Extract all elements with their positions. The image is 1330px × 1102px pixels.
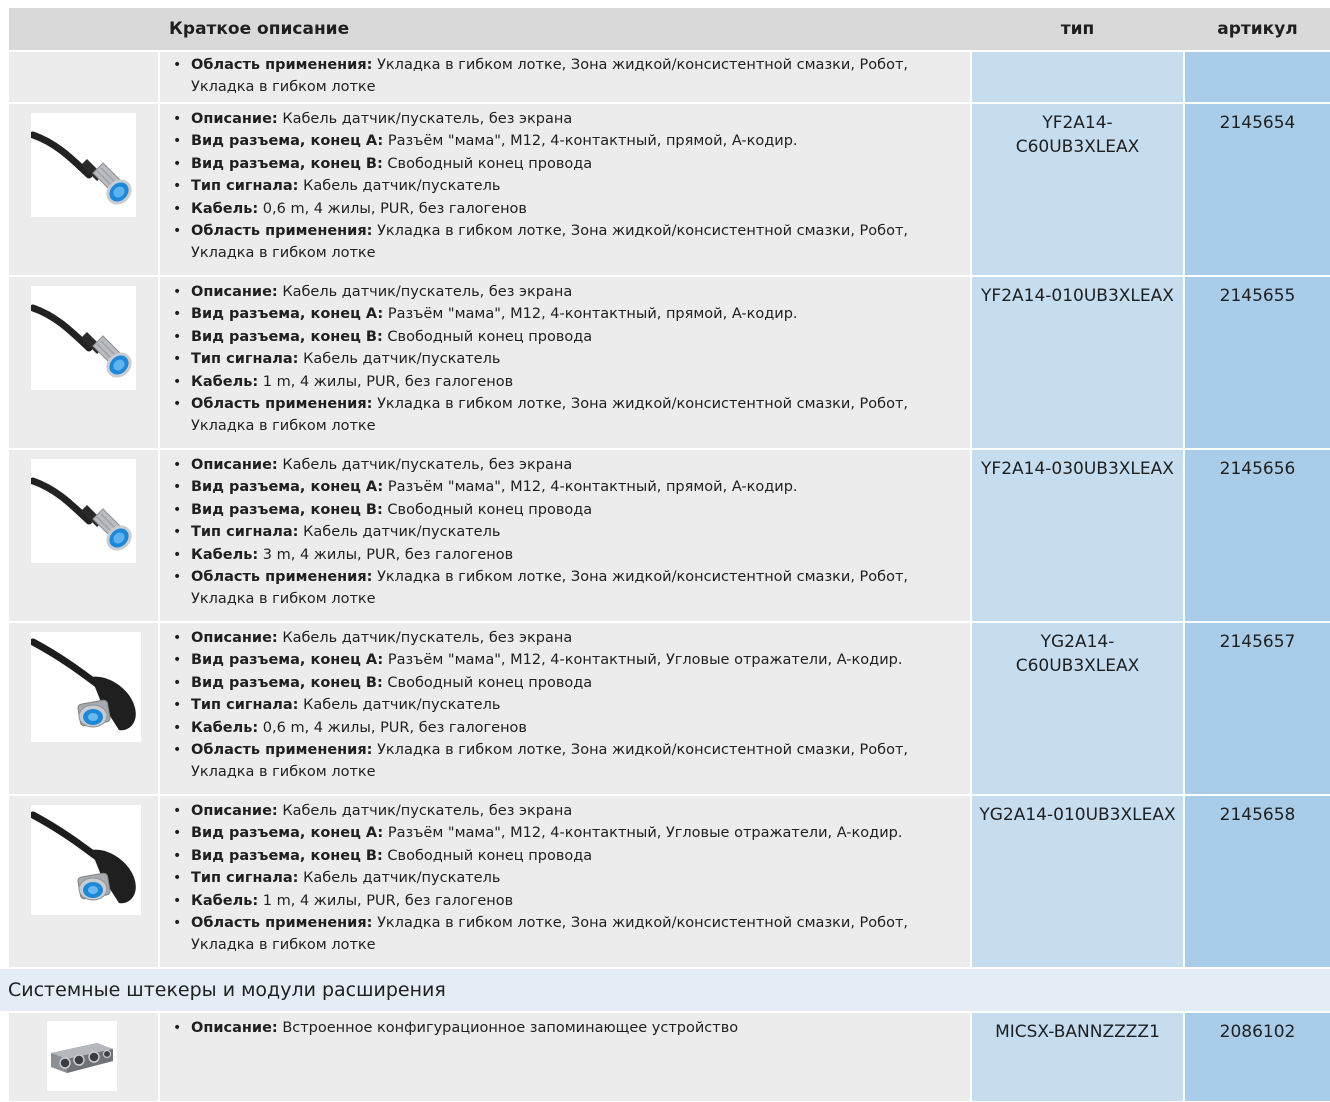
straight-cable-connector-icon — [31, 113, 136, 217]
connector-b-value: Свободный конец провода — [387, 501, 593, 518]
list-item — [170, 130, 960, 152]
connector-a-value: Разъём "мама", M12, 4-контактный, прямой, A-кодир. — [387, 306, 798, 323]
table-row-partial — [9, 52, 1330, 102]
section-title: Системные штекеры и модули расширения — [8, 979, 446, 1001]
application-label: Область применения: — [191, 569, 373, 586]
article-cell[interactable]: 2145657 — [1185, 623, 1330, 794]
cable-value: 1 m, 4 жилы, PUR, без галогенов — [262, 892, 514, 909]
header-description-col — [160, 8, 970, 50]
list-item — [170, 303, 960, 325]
cable-label: Кабель: — [191, 892, 259, 909]
list-item — [170, 499, 960, 521]
table-row — [9, 277, 1330, 448]
description-value: Кабель датчик/пускатель, без экрана — [282, 284, 573, 300]
application-value: Укладка в гибком лотке, Зона жидкой/консистентной смазки, Робот, Укладка в гибком лотке — [191, 742, 909, 781]
image-cell — [9, 796, 158, 967]
list-item — [170, 54, 960, 99]
type-code-line-1: YF2A14- — [1042, 113, 1113, 133]
description-cell — [160, 104, 970, 275]
connector-b-value: Свободный конец провода — [387, 847, 593, 864]
type-cell[interactable] — [972, 277, 1183, 448]
type-cell — [972, 52, 1183, 102]
description-label: Описание: — [191, 284, 278, 300]
cable-label: Кабель: — [191, 546, 259, 563]
description-cell — [160, 450, 970, 621]
connector-a-value: Разъём "мама", M12, 4-контактный, прямой, A-кодир. — [387, 133, 798, 150]
angled-cable-connector-icon — [31, 805, 141, 915]
description-label: Описание: — [191, 1020, 278, 1036]
list-item — [170, 326, 960, 348]
cable-label: Кабель: — [191, 200, 259, 217]
description-value: Кабель датчик/пускатель, без экрана — [282, 457, 573, 473]
list-item — [170, 717, 960, 739]
straight-cable-connector-icon — [31, 459, 136, 563]
type-cell[interactable] — [972, 104, 1183, 275]
image-cell — [9, 104, 158, 275]
connector-b-label: Вид разъема, конец B: — [191, 501, 383, 518]
signal-type-value: Кабель датчик/пускатель — [303, 697, 501, 714]
signal-type-label: Тип сигнала: — [191, 178, 299, 195]
list-item — [170, 108, 960, 130]
article-cell[interactable]: 2145654 — [1185, 104, 1330, 275]
list-item — [170, 800, 960, 822]
list-item — [170, 694, 960, 716]
list-item — [170, 371, 960, 393]
description-label: Описание: — [191, 111, 278, 127]
description-cell — [160, 623, 970, 794]
application-value: Укладка в гибком лотке, Зона жидкой/консистентной смазки, Робот, Укладка в гибком лотке — [191, 915, 909, 954]
connector-a-value: Разъём "мама", M12, 4-контактный, прямой, A-кодир. — [387, 479, 798, 496]
application-label: Область применения: — [191, 57, 373, 73]
connector-a-label: Вид разъема, конец A: — [191, 133, 384, 150]
description-label: Описание: — [191, 630, 278, 646]
list-item — [170, 739, 960, 784]
description-value: Кабель датчик/пускатель, без экрана — [282, 803, 573, 819]
application-label: Область применения: — [191, 915, 373, 932]
table-row — [9, 104, 1330, 275]
header-image-col — [9, 8, 158, 50]
connector-b-value: Свободный конец провода — [387, 674, 593, 691]
type-cell[interactable] — [972, 450, 1183, 621]
application-value: Укладка в гибком лотке, Зона жидкой/консистентной смазки, Робот, Укладка в гибком лотке — [191, 223, 909, 262]
image-cell — [9, 1013, 158, 1101]
list-item — [170, 649, 960, 671]
type-cell[interactable]: MICSX-BANNZZZZ1 — [972, 1013, 1183, 1101]
connector-b-label: Вид разъема, конец B: — [191, 674, 383, 691]
list-item — [170, 281, 960, 303]
connector-b-label: Вид разъема, конец B: — [191, 155, 383, 172]
memory-plug-module-icon — [47, 1021, 117, 1091]
connector-a-label: Вид разъема, конец A: — [191, 652, 384, 669]
signal-type-label: Тип сигнала: — [191, 351, 299, 368]
list-item — [170, 198, 960, 220]
description-cell — [160, 796, 970, 967]
header-description-label: Краткое описание — [169, 19, 350, 39]
type-code-line-1: YG2A14- — [1040, 632, 1115, 652]
header-type-col: тип — [1060, 19, 1095, 39]
list-item — [170, 627, 960, 649]
table-header — [9, 8, 1330, 50]
description-value: Кабель датчик/пускатель, без экрана — [282, 111, 573, 127]
image-cell — [9, 450, 158, 621]
type-code-line-1: YG2A14-010UB3XLEAX — [979, 805, 1176, 825]
connector-b-value: Свободный конец провода — [387, 155, 593, 172]
list-item — [170, 348, 960, 370]
article-cell[interactable]: 2145658 — [1185, 796, 1330, 967]
list-item — [170, 672, 960, 694]
cable-value: 0,6 m, 4 жилы, PUR, без галогенов — [262, 719, 527, 736]
signal-type-label: Тип сигнала: — [191, 697, 299, 714]
section-header — [0, 969, 1330, 1011]
table-row — [9, 796, 1330, 967]
description-label: Описание: — [191, 457, 278, 473]
description-cell — [160, 277, 970, 448]
article-cell — [1185, 52, 1330, 102]
connector-a-label: Вид разъема, конец A: — [191, 306, 384, 323]
list-item — [170, 822, 960, 844]
article-cell[interactable]: 2145655 — [1185, 277, 1330, 448]
list-item — [170, 912, 960, 957]
straight-cable-connector-icon — [31, 286, 136, 390]
application-label: Область применения: — [191, 742, 373, 759]
description-label: Описание: — [191, 803, 278, 819]
table-row — [9, 450, 1330, 621]
list-item — [170, 454, 960, 476]
application-value: Укладка в гибком лотке, Зона жидкой/консистентной смазки, Робот, Укладка в гибком лотке — [191, 57, 909, 96]
article-cell[interactable]: 2086102 — [1185, 1013, 1330, 1101]
type-code-line-2: C60UB3XLEAX — [1015, 656, 1140, 676]
table-row — [9, 1013, 1330, 1101]
header-article-col: артикул — [1217, 19, 1298, 39]
table-row — [9, 623, 1330, 794]
list-item — [170, 845, 960, 867]
list-item — [170, 476, 960, 498]
application-label: Область применения: — [191, 396, 373, 413]
connector-b-label: Вид разъема, конец B: — [191, 328, 383, 345]
description-value: Кабель датчик/пускатель, без экрана — [282, 630, 573, 646]
signal-type-value: Кабель датчик/пускатель — [303, 351, 501, 368]
description-cell — [160, 1013, 970, 1101]
connector-a-label: Вид разъема, конец A: — [191, 479, 384, 496]
type-cell[interactable] — [972, 623, 1183, 794]
cable-value: 3 m, 4 жилы, PUR, без галогенов — [262, 546, 514, 563]
image-cell — [9, 277, 158, 448]
signal-type-value: Кабель датчик/пускатель — [303, 870, 501, 887]
list-item — [170, 175, 960, 197]
connector-b-value: Свободный конец провода — [387, 328, 593, 345]
list-item — [170, 544, 960, 566]
signal-type-value: Кабель датчик/пускатель — [303, 524, 501, 541]
signal-type-value: Кабель датчик/пускатель — [303, 178, 501, 195]
list-item — [170, 521, 960, 543]
description-cell — [160, 52, 970, 102]
connector-a-label: Вид разъема, конец A: — [191, 825, 384, 842]
list-item — [170, 566, 960, 611]
cable-label: Кабель: — [191, 373, 259, 390]
connector-a-value: Разъём "мама", M12, 4-контактный, Угловые отражатели, A-кодир. — [387, 652, 903, 669]
image-cell — [9, 623, 158, 794]
list-item — [170, 867, 960, 889]
type-code-line-2: C60UB3XLEAX — [1015, 137, 1140, 157]
list-item — [170, 1017, 960, 1039]
cable-value: 0,6 m, 4 жилы, PUR, без галогенов — [262, 200, 527, 217]
type-code-line-1: YF2A14-010UB3XLEAX — [981, 286, 1174, 306]
application-value: Укладка в гибком лотке, Зона жидкой/консистентной смазки, Робот, Укладка в гибком лотке — [191, 396, 909, 435]
type-cell[interactable] — [972, 796, 1183, 967]
signal-type-label: Тип сигнала: — [191, 870, 299, 887]
article-cell[interactable]: 2145656 — [1185, 450, 1330, 621]
connector-b-label: Вид разъема, конец B: — [191, 847, 383, 864]
product-table — [9, 8, 1330, 1101]
list-item — [170, 393, 960, 438]
application-value: Укладка в гибком лотке, Зона жидкой/консистентной смазки, Робот, Укладка в гибком лотке — [191, 569, 909, 608]
angled-cable-connector-icon — [31, 632, 141, 742]
signal-type-label: Тип сигнала: — [191, 524, 299, 541]
image-cell — [9, 52, 158, 102]
list-item — [170, 220, 960, 265]
cable-value: 1 m, 4 жилы, PUR, без галогенов — [262, 373, 514, 390]
type-code-line-1: YF2A14-030UB3XLEAX — [981, 459, 1174, 479]
description-value: Встроенное конфигурационное запоминающее устройство — [282, 1020, 739, 1036]
list-item — [170, 890, 960, 912]
list-item — [170, 153, 960, 175]
application-label: Область применения: — [191, 223, 373, 240]
connector-a-value: Разъём "мама", M12, 4-контактный, Угловые отражатели, A-кодир. — [387, 825, 903, 842]
cable-label: Кабель: — [191, 719, 259, 736]
